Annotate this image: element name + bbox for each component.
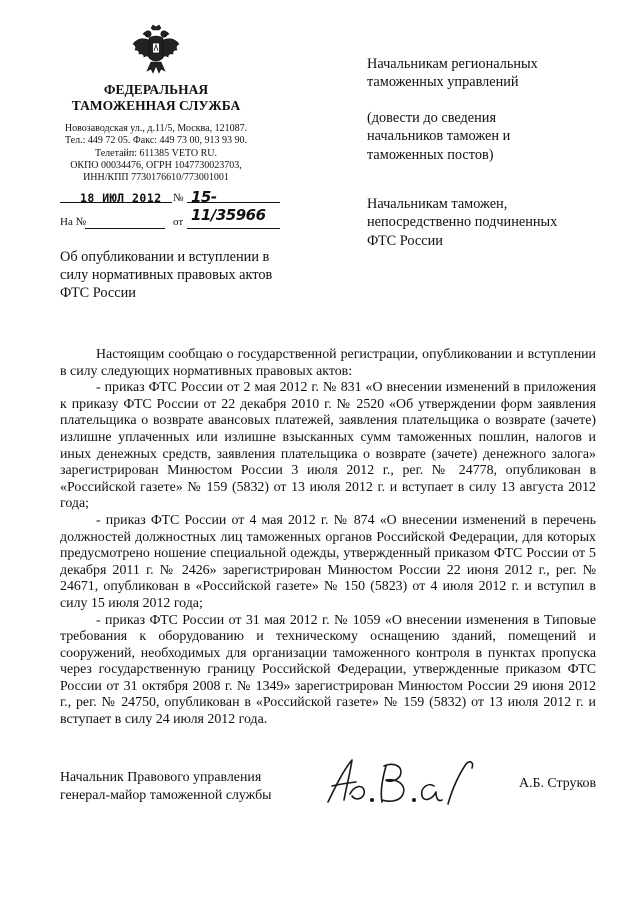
addressee-note-line: (довести до сведения xyxy=(367,110,497,126)
org-address-block xyxy=(60,123,252,184)
addressee-line: таможенных управлений xyxy=(367,74,519,91)
organization-name xyxy=(70,82,242,114)
ref-number-underline xyxy=(85,216,165,229)
addressee-line: ФТС России xyxy=(367,232,443,249)
date-underline xyxy=(60,190,172,203)
org-name-line1: ФЕДЕРАЛЬНАЯ xyxy=(103,82,209,97)
subject-line: Об опубликовании и вступлении в xyxy=(60,249,270,265)
registration-block xyxy=(60,188,280,228)
phone-line: Тел.: 449 72 05. Факс: 449 73 00, 913 93 90. xyxy=(64,135,248,147)
addressee-line: Начальникам региональных xyxy=(367,56,538,72)
registration-number-handwritten: 15-11/35966 xyxy=(191,188,266,224)
number-label: № xyxy=(173,192,184,204)
from-label: от xyxy=(173,216,184,228)
letter-subject xyxy=(60,248,292,302)
ref-number-label: На № xyxy=(60,216,87,228)
handwritten-signature xyxy=(320,750,480,812)
address-line: Новозаводская ул., д.11/5, Москва, 121087. xyxy=(64,123,248,134)
position-line: Начальник Правового управления xyxy=(60,770,262,785)
from-underline xyxy=(187,216,280,229)
addressee-note-line: начальников таможен и xyxy=(367,128,511,145)
letter-body xyxy=(60,347,596,729)
subject-line: ФТС России xyxy=(60,285,136,301)
addressee-line: Начальникам таможен, xyxy=(367,196,508,212)
signatory-name: А.Б. Струков xyxy=(519,776,597,791)
body-item-order-831: - приказ ФТС России от 2 мая 2012 г. № 831 «О внесении изменений в приложения к приказу ФТС России от 22 декабря 2010 г. № 2520 «Об утверждении форм заявления плательщика о возврате авансовых платежей, заявления плательщика о возврате (зачете) излишне уплаченных или излишне взысканных сумм таможенных пошлин, налогов и иных денежных средств, заявления плательщика о возврате (зачете) денежного залога» зарегистрирован Минюстом России 3 июля 2012 г., рег. № 24778, опубликован в «Российской газете» № 159 (5832) от 13 июля 2012 г. и вступает в силу 13 августа 2012 года; xyxy=(60,380,596,512)
body-item-order-1059: - приказ ФТС России от 31 мая 2012 г. № 1059 «О внесении изменения в Типовые требования к оборудованию и техническому оснащению зданий, помещений и сооружений, необходимых для организации таможенного контроля в пунктах пропуска через государственную границу Российской Федерации, утвержденные приказом ФТС России от 31 октября 2008 г. № 1349» зарегистрирован Минюстом России 29 июня 2012 г., рег. № 24750, опубликован в «Российской газете» № 159 (5832) от 13 июля 2012 г. и вступает в силу 24 июля 2012 года. xyxy=(60,612,596,728)
double-headed-eagle-emblem xyxy=(131,24,181,76)
body-item-order-874: - приказ ФТС России от 4 мая 2012 г. № 874 «О внесении изменений в перечень должностей должностных лиц таможенных органов Российской Федерации, для которых предусмотрено ношение специальной одежды, утвержденный приказом ФТС России от 5 декабря 2011 г. № 2426» зарегистрирован Минюстом России 22 июня 2012 г., рег. № 24671, опубликован в «Российской газете» № 150 (5823) от 4 июля 2012 г. и вступил в силу 15 июля 2012 года; xyxy=(60,512,596,611)
signatory-position xyxy=(60,769,272,804)
addressee-note-line: таможенных постов) xyxy=(367,146,494,163)
addressee-customs xyxy=(367,195,597,250)
inn-line: ИНН/КПП 7730176610/773001001 xyxy=(83,172,229,184)
okpo-line: ОКПО 00034476, ОГРН 1047730023703, xyxy=(70,159,242,171)
registration-date-stamp: 18 ИЮЛ 2012 xyxy=(80,191,162,205)
addressee-line: непосредственно подчиненных xyxy=(367,214,558,231)
addressee-regional xyxy=(367,55,597,92)
subject-line: силу нормативных правовых актов xyxy=(60,267,273,283)
teletype-line: Телетайп: 611385 VETO RU. xyxy=(94,147,217,159)
body-intro-paragraph: Настоящим сообщаю о государственной регистрации, опубликовании и вступлении в силу следующих нормативных правовых актов: xyxy=(60,347,596,379)
org-name-line2: ТАМОЖЕННАЯ СЛУЖБА xyxy=(71,98,241,113)
addressee-note xyxy=(367,109,597,164)
position-line: генерал-майор таможенной службы xyxy=(60,787,272,803)
